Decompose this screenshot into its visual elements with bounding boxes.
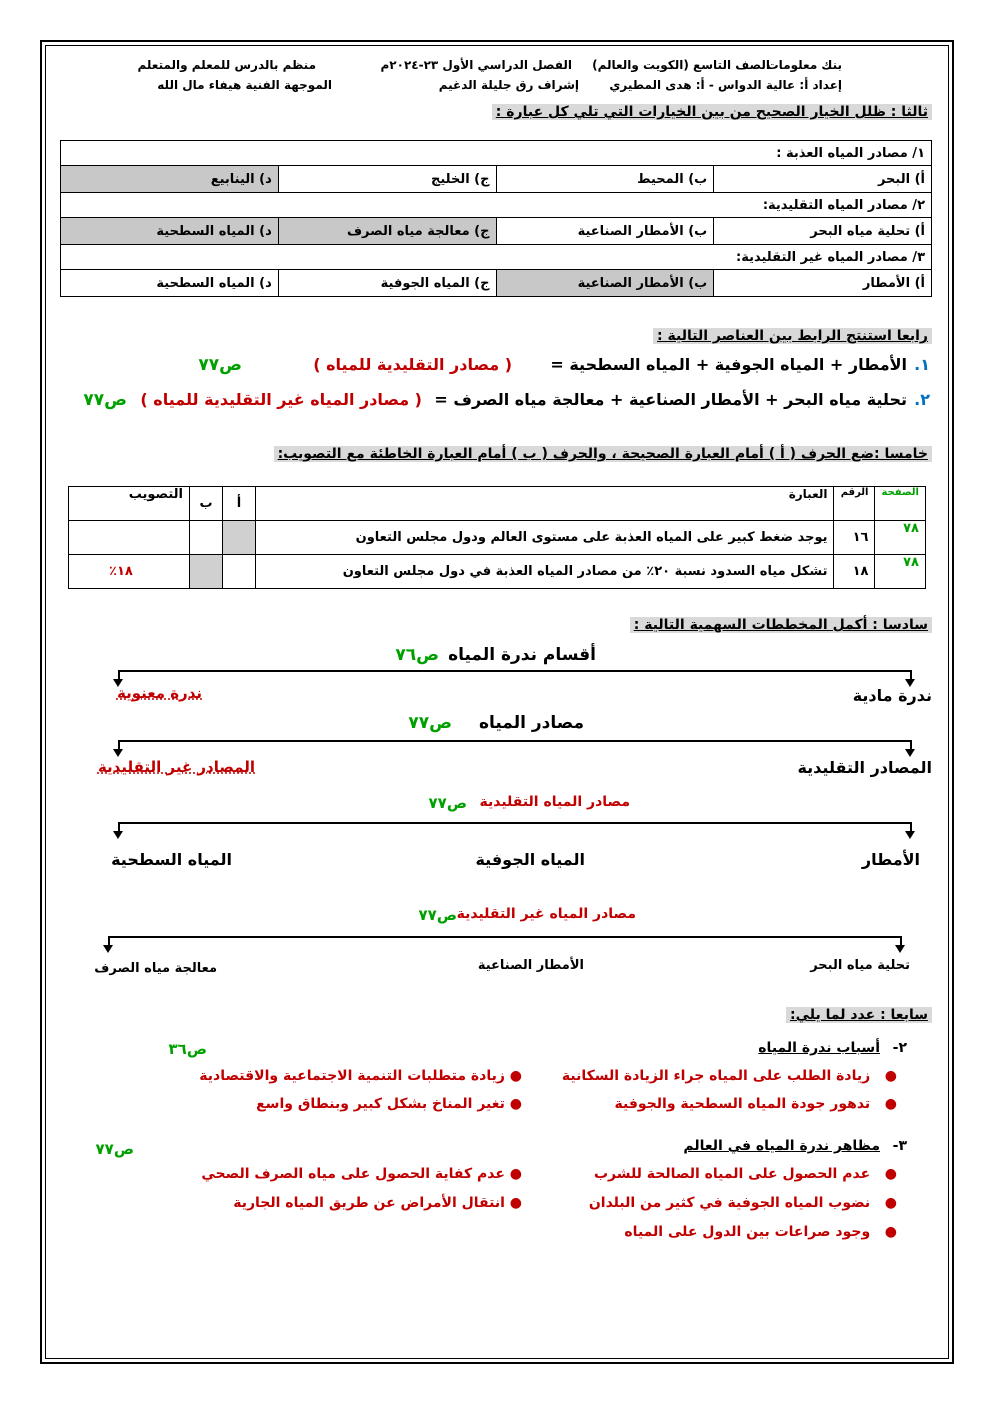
mcq-3-option-c[interactable]: ج) المياه الجوفية: [278, 270, 496, 297]
diagram1-line: [118, 670, 912, 672]
diagram4-line: [108, 936, 902, 938]
section4-page-1: ص٧٧: [198, 355, 242, 375]
bullet-icon: ●: [870, 1195, 897, 1211]
diagram3-mid: المياه الجوفية: [475, 850, 585, 869]
mcq-3-option-b[interactable]: ب) الأمطار الصناعية: [496, 270, 714, 297]
diagram2-left: المصادر غير التقليدية: [97, 758, 255, 776]
section4-num-2: ٢.: [914, 390, 930, 409]
enum1-left-2: [256, 1096, 522, 1112]
tf-row-2-page: ٧٨: [875, 555, 926, 589]
section4-line-2: تحلية مياه البحر + الأمطار الصناعية + معالجة مياه الصرف =: [434, 390, 907, 409]
diagram2-line: [118, 740, 912, 742]
bullet-icon: ●: [870, 1224, 897, 1240]
section4-title: رابعا استنتج الرابط بين العناصر التالية :: [653, 328, 932, 344]
enum2-left-1: [201, 1166, 522, 1182]
bullet-icon: ●: [504, 1166, 522, 1182]
header-bank: بنك معلومات: [766, 58, 842, 72]
mcq-1-option-a[interactable]: أ) البحر: [714, 166, 932, 193]
diagram1-right: ندرة مادية: [852, 686, 932, 705]
bullet-icon: ●: [870, 1166, 897, 1182]
section4-num-1: ١.: [914, 355, 930, 374]
enum1-page: ص٣٦: [168, 1040, 207, 1058]
mcq-1-option-b[interactable]: ب) المحيط: [496, 166, 714, 193]
tf-header-num: الرقم: [834, 487, 875, 521]
tf-row-2-num: ١٨: [834, 555, 875, 589]
diagram2-title: مصادر المياه: [478, 713, 584, 733]
diagram4-mid: الأمطار الصناعية: [477, 958, 584, 973]
header-term: الفصل الدراسي الأول ٢٣-٢٠٢٤م: [380, 58, 572, 72]
enum2-page: ص٧٧: [95, 1140, 134, 1158]
diagram1-page: ص٧٦: [395, 645, 439, 665]
enum2-num: ٣-: [892, 1138, 907, 1154]
tf-row-1-page: ٧٨: [875, 521, 926, 555]
diagram3-right: الأمطار: [861, 850, 920, 869]
enum1-right-1-text: زيادة الطلب على المياه جراء الزيادة السكانية: [561, 1068, 871, 1084]
bullet-icon: ●: [504, 1068, 522, 1084]
tf-row-1-num: ١٦: [834, 521, 875, 555]
diagram2-page: ص٧٧: [408, 713, 452, 733]
enum2-right-1: [594, 1166, 897, 1182]
diagram4-right: تحلية مياه البحر: [810, 958, 910, 973]
tf-row-1-b[interactable]: [190, 521, 223, 555]
header-tech: الموجهة الفنية هيفاء مال الله: [157, 78, 332, 92]
section4-page-2: ص٧٧: [83, 390, 127, 410]
enum2-right-1-text: عدم الحصول على المياه الصالحة للشرب: [593, 1166, 871, 1182]
enum1-left-1-text: زيادة متطلبات التنمية الاجتماعية والاقتصادية: [199, 1068, 505, 1084]
diagram4-title: مصادر المياه غير التقليدية: [456, 906, 636, 922]
enum1-num: ٢-: [892, 1040, 907, 1056]
enum2-left-2-text: انتقال الأمراض عن طريق المياه الجارية: [233, 1195, 505, 1211]
tf-row-1-fix[interactable]: [69, 521, 190, 555]
enum2-left-1-text: عدم كفاية الحصول على مياه الصرف الصحي: [201, 1166, 505, 1182]
diagram4-arrow-left: [103, 945, 113, 953]
diagram4-page: ص٧٧: [418, 906, 457, 924]
tf-header-fix: التصويب: [69, 487, 190, 521]
tf-row-2-fix[interactable]: ١٨٪: [69, 555, 190, 589]
enum1-left-2-text: تغير المناخ بشكل كبير وبنطاق واسع: [256, 1096, 505, 1112]
tf-row-2-a[interactable]: [223, 555, 256, 589]
mcq-2-option-d[interactable]: د) المياه السطحية: [61, 218, 279, 245]
section4-answer-1: ( مصادر التقليدية للمياه ): [313, 355, 512, 374]
enum1-right-1: [562, 1068, 897, 1084]
diagram3-title: مصادر المياه التقليدية: [479, 794, 630, 810]
diagram1-title: أقسام ندرة المياه: [448, 645, 596, 665]
enum2-right-2: [589, 1195, 897, 1211]
tf-row-2-statement: تشكل مياه السدود نسبة ٢٠٪ من مصادر المياه العذبة في دول مجلس التعاون: [256, 555, 834, 589]
mcq-3-option-d[interactable]: د) المياه السطحية: [61, 270, 279, 297]
enum1-right-2: [615, 1096, 897, 1112]
mcq-2-option-c[interactable]: ج) معالجة مياه الصرف: [278, 218, 496, 245]
diagram4-left: معالجة مياه الصرف: [94, 961, 217, 976]
enum2-right-2-text: نضوب المياه الجوفية في كثير من البلدان: [588, 1195, 871, 1211]
diagram3-line: [118, 822, 912, 824]
diagram3-page: ص٧٧: [428, 794, 467, 812]
enum1-right-2-text: تدهور جودة المياه السطحية والجوفية: [614, 1096, 871, 1112]
enum1-title: أسباب ندرة المياه: [758, 1040, 880, 1056]
true-false-table: [68, 486, 926, 589]
diagram4-arrow-right: [895, 945, 905, 953]
diagram2-arrow-left: [113, 749, 123, 757]
mcq-2-option-b[interactable]: ب) الأمطار الصناعية: [496, 218, 714, 245]
mcq-1-option-c[interactable]: ج) الخليج: [278, 166, 496, 193]
enum2-left-2: [233, 1195, 522, 1211]
enum2-title: مظاهر ندرة المياه في العالم: [683, 1138, 880, 1154]
bullet-icon: ●: [870, 1068, 897, 1084]
mcq-2-option-a[interactable]: أ) تحلية مياه البحر: [714, 218, 932, 245]
section3-title: ثالثا : ظلل الخيار الصحيح من بين الخيارات التي تلي كل عبارة :: [492, 104, 932, 120]
tf-header-b: ب: [190, 487, 223, 521]
mcq-1-option-d[interactable]: د) الينابيع: [61, 166, 279, 193]
section7-title: سابعا : عدد لما يلي:: [786, 1007, 932, 1023]
bullet-icon: ●: [504, 1096, 522, 1112]
mcq-question-1: ١/ مصادر المياه العذبة :: [61, 141, 932, 166]
bullet-icon: ●: [504, 1195, 522, 1211]
section4-line-1: الأمطار + المياه الجوفية + المياه السطحية =: [550, 355, 907, 374]
diagram3-left: المياه السطحية: [111, 850, 232, 869]
mcq-table: [60, 140, 932, 297]
enum2-right-3: [624, 1224, 897, 1240]
header-supervision: إشراف رق جليلة الدغيم: [438, 78, 579, 92]
diagram3-arrow-left: [113, 831, 123, 839]
header-prepared: إعداد أ: عالية الدواس - أ: هدى المطيري: [609, 78, 842, 92]
section6-title: سادسا : أكمل المخططات السهمية التالية :: [630, 617, 932, 633]
mcq-question-3: ٣/ مصادر المياه غير التقليدية:: [61, 245, 932, 270]
tf-row-2-b[interactable]: [190, 555, 223, 589]
enum1-left-1: [199, 1068, 522, 1084]
tf-header-statement: العبارة: [256, 487, 834, 521]
tf-row-1-statement: يوجد ضغط كبير على المياه العذبة على مستوى العالم ودول مجلس التعاون: [256, 521, 834, 555]
section5-title: خامسا :ضع الحرف ( أ ) أمام العبارة الصحيحة ، والحرف ( ب ) أمام العبارة الخاطئة مع التصويب:: [274, 446, 932, 462]
diagram3-arrow-right: [905, 831, 915, 839]
header-organizer: منظم بالدرس للمعلم والمتعلم: [137, 58, 316, 72]
tf-row-1-a[interactable]: [223, 521, 256, 555]
enum2-right-3-text: وجود صراعات بين الدول على المياه: [624, 1224, 871, 1240]
diagram2-right: المصادر التقليدية: [797, 758, 932, 777]
header-class: الصف التاسع (الكويت والعالم): [592, 58, 770, 72]
mcq-3-option-a[interactable]: أ) الأمطار: [714, 270, 932, 297]
bullet-icon: ●: [870, 1096, 897, 1112]
tf-header-page: الصفحة: [875, 487, 926, 521]
diagram1-left: ندرة معنوية: [116, 684, 202, 702]
section4-answer-2: ( مصادر المياه غير التقليدية للمياه ): [140, 390, 422, 409]
mcq-question-2: ٢/ مصادر المياه التقليدية:: [61, 193, 932, 218]
diagram2-arrow-right: [905, 749, 915, 757]
tf-header-a: أ: [223, 487, 256, 521]
